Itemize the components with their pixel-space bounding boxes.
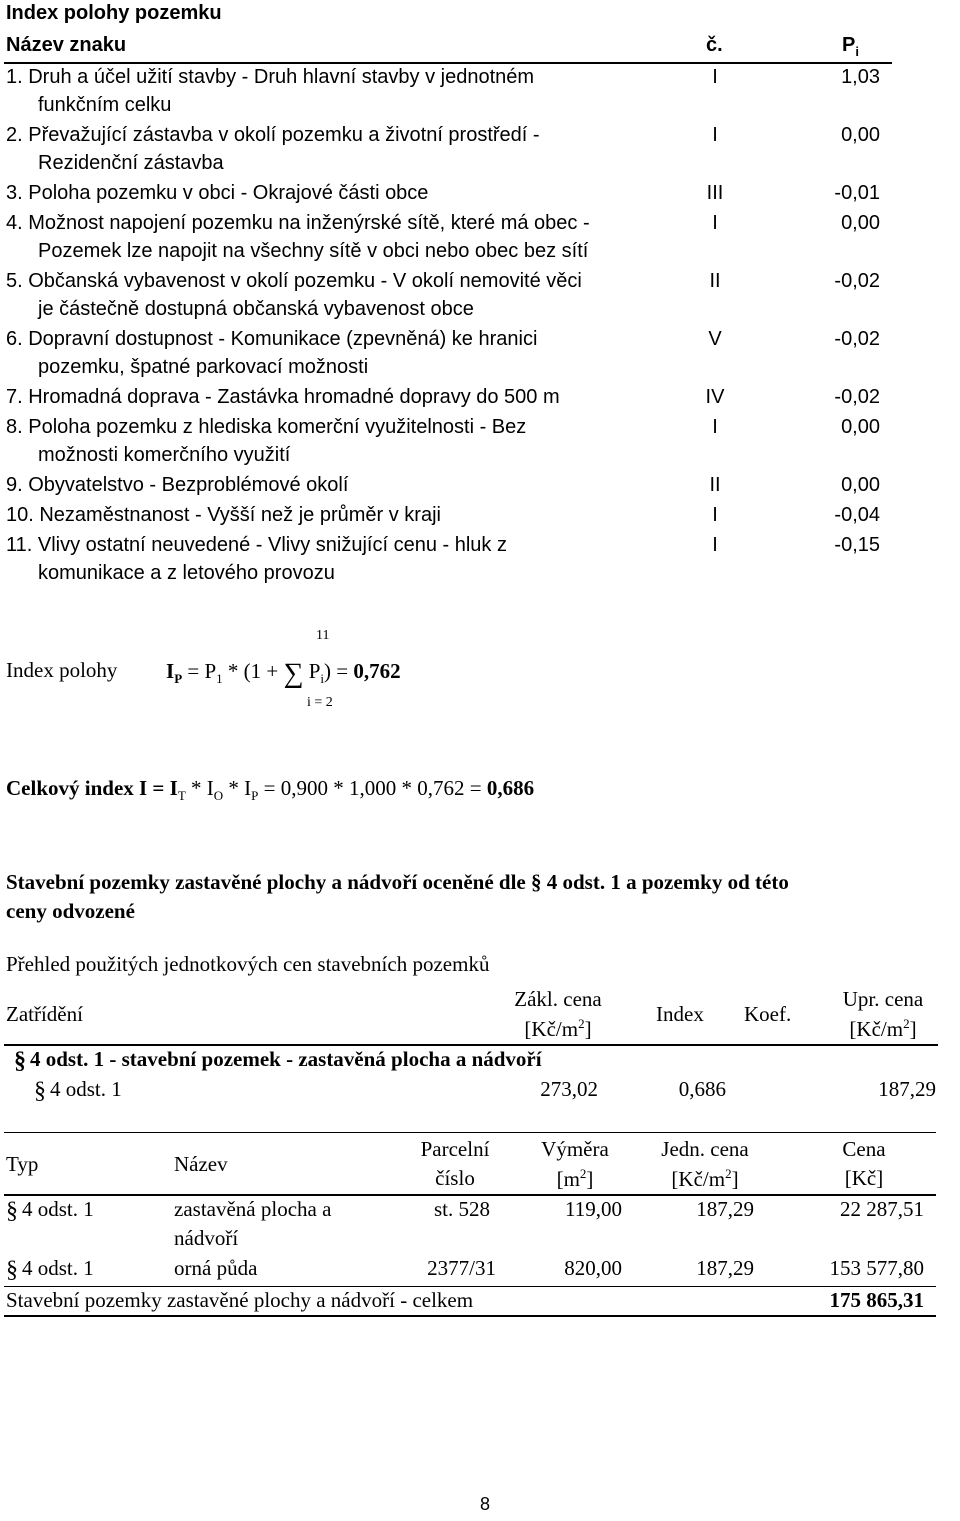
header-rule <box>4 62 892 64</box>
parcel-row-2-parc: 2377/31 <box>427 1256 496 1280</box>
criterion-4-text: 4. Možnost napojení pozemku na inženýrské sítě, které má obec - <box>6 212 590 234</box>
formula-upper-limit: 11 <box>316 628 330 643</box>
parcels-header-rule <box>4 1194 936 1196</box>
criterion-9-value: 0,00 <box>841 474 880 496</box>
criterion-10-value: -0,04 <box>834 504 880 526</box>
criterion-8-text-cont: možnosti komerčního využití <box>38 444 291 466</box>
parcel-row-1-cena: 22 287,51 <box>840 1197 924 1221</box>
criterion-2-class: I <box>712 124 718 146</box>
criterion-2-text-cont: Rezidenční zástavba <box>38 152 224 174</box>
parcels-total-value: 175 865,31 <box>829 1288 924 1312</box>
overview-col-zatrideni: Zatřídění <box>6 1002 83 1026</box>
header-name: Název znaku <box>6 34 127 56</box>
parcel-row-2-cena: 153 577,80 <box>829 1256 924 1280</box>
formula-expression: $I_P = P_1 * (1$ + ∑ $P_i) = 0,762$ <box>166 658 401 689</box>
overview-col-upr: Upr. cena <box>842 987 924 1011</box>
criterion-5-value: -0,02 <box>834 270 880 292</box>
criterion-8-value: 0,00 <box>841 416 880 438</box>
criterion-5-text: 5. Občanská vybavenost v okolí pozemku - V okolí nemovité věci <box>6 270 582 292</box>
parcel-row-2-typ: § 4 odst. 1 <box>6 1256 94 1283</box>
parcels-top-rule <box>4 1132 936 1133</box>
criterion-6-value: -0,02 <box>834 328 880 350</box>
criterion-5-class: II <box>709 270 721 292</box>
parcel-row-2-jedn: 187,29 <box>696 1256 754 1280</box>
criterion-6-text: 6. Dopravní dostupnost - Komunikace (zpevněná) ke hranici <box>6 328 538 350</box>
overview-header-rule <box>4 1044 938 1046</box>
criterion-4-class: I <box>712 212 718 234</box>
section-sign-icon: § <box>6 1257 18 1283</box>
overview-row-upr: 187,29 <box>878 1077 936 1101</box>
page-title: Index polohy pozemku <box>6 2 222 24</box>
parcel-row-1-nazev-cont: nádvoří <box>174 1226 239 1250</box>
parcels-col-jedn: Jedn. cena <box>661 1137 749 1161</box>
criterion-7-value: -0,02 <box>834 386 880 408</box>
parcels-total-rule <box>4 1286 936 1287</box>
header-number: č. <box>706 34 723 56</box>
criterion-11-text-cont: komunikace a z letového provozu <box>38 562 335 584</box>
parcel-row-2-vymera: 820,00 <box>564 1256 622 1280</box>
criterion-3-text: 3. Poloha pozemku v obci - Okrajové části obce <box>6 182 429 204</box>
criterion-8-text: 8. Poloha pozemku z hlediska komerční využitelnosti - Bez <box>6 416 527 438</box>
criterion-3-value: -0,01 <box>834 182 880 204</box>
criterion-11-value: -0,15 <box>834 534 880 556</box>
overview-group-row: § 4 odst. 1 - stavební pozemek - zastavěná plocha a nádvoří <box>14 1047 542 1074</box>
criterion-1-text-cont: funkčním celku <box>38 94 172 116</box>
criterion-4-text-cont: Pozemek lze napojit na všechny sítě v obci nebo obec bez sítí <box>38 240 589 262</box>
criterion-8-class: I <box>712 416 718 438</box>
criterion-6-text-cont: pozemku, špatné parkovací možnosti <box>38 356 369 378</box>
parcels-col-cena: Cena <box>842 1137 886 1161</box>
parcels-col-parc-2: číslo <box>435 1166 475 1190</box>
criterion-2-value: 0,00 <box>841 124 880 146</box>
criterion-6-class: V <box>708 328 722 350</box>
criterion-9-text: 9. Obyvatelstvo - Bezproblémové okolí <box>6 474 349 496</box>
parcels-col-typ: Typ <box>6 1152 39 1176</box>
formula-lower-limit: i = 2 <box>307 695 333 710</box>
overview-row-index: 0,686 <box>678 1077 726 1101</box>
parcels-col-vymera: Výměra <box>541 1137 609 1161</box>
section-sign-icon: § <box>14 1048 26 1074</box>
criterion-9-class: II <box>709 474 721 496</box>
criterion-3-class: III <box>706 182 724 204</box>
parcel-row-1-typ: § 4 odst. 1 <box>6 1197 94 1224</box>
section-sign-icon: § <box>34 1078 46 1104</box>
parcels-col-jedn-unit: $[Kč/m^2]$ <box>671 1166 739 1191</box>
parcel-row-1-vymera: 119,00 <box>565 1197 622 1221</box>
section-title-line2: ceny odvozené <box>6 899 135 923</box>
parcel-row-1-jedn: 187,29 <box>696 1197 754 1221</box>
header-p: $P_i$ <box>842 34 859 59</box>
criterion-1-text: 1. Druh a účel užití stavby - Druh hlavní stavby v jednotném <box>6 66 535 88</box>
page-number: 8 <box>479 1494 490 1514</box>
parcel-row-2-nazev: orná půda <box>174 1256 258 1280</box>
criterion-10-class: I <box>712 504 718 526</box>
criterion-1-class: I <box>712 66 718 88</box>
overview-col-koef: Koef. <box>744 1002 792 1026</box>
overview-title: Přehled použitých jednotkových cen stavebních pozemků <box>6 952 490 976</box>
formula-label: Index polohy <box>6 658 118 682</box>
total-index: Celkový index $I = I_T * I_O * I_P = 0,900 * 1,000 * 0,762 = 0,686$ <box>6 776 535 804</box>
overview-col-upr-unit: $[Kč/m^2]$ <box>849 1016 917 1041</box>
parcels-col-nazev: Název <box>174 1152 228 1176</box>
criterion-10-text: 10. Nezaměstnanost - Vyšší než je průměr v kraji <box>6 504 441 526</box>
parcels-col-parc: Parcelní <box>420 1137 490 1161</box>
overview-row-name: § 4 odst. 1 <box>34 1077 122 1104</box>
overview-col-zakl-unit: $[Kč/m^2]$ <box>524 1016 592 1041</box>
criterion-7-text: 7. Hromadná doprava - Zastávka hromadné dopravy do 500 m <box>6 386 560 408</box>
criterion-5-text-cont: je částečně dostupná občanská vybavenost obce <box>38 298 474 320</box>
criterion-11-text: 11. Vlivy ostatní neuvedené - Vlivy snižující cenu - hluk z <box>6 534 507 556</box>
parcel-row-1-nazev: zastavěná plocha a <box>174 1197 332 1221</box>
criterion-7-class: IV <box>705 386 725 408</box>
overview-col-index: Index <box>656 1002 704 1026</box>
section-title-line1: Stavební pozemky zastavěné plochy a nádvoří oceněné dle § 4 odst. 1 a pozemky od této <box>6 870 789 894</box>
criterion-2-text: 2. Převažující zástavba v okolí pozemku a životní prostředí - <box>6 124 540 146</box>
overview-row-zakl: 273,02 <box>540 1077 598 1101</box>
parcels-col-cena-unit: [Kč] <box>844 1166 884 1190</box>
parcels-total-label: Stavební pozemky zastavěné plochy a nádvoří - celkem <box>6 1288 474 1312</box>
parcel-row-1-parc: st. 528 <box>433 1197 490 1221</box>
overview-col-zakl: Zákl. cena <box>514 987 602 1011</box>
criterion-4-value: 0,00 <box>841 212 880 234</box>
criterion-11-class: I <box>712 534 718 556</box>
parcels-bottom-rule <box>4 1315 936 1317</box>
criterion-1-value: 1,03 <box>841 66 880 88</box>
section-sign-icon: § <box>6 1198 18 1224</box>
parcels-col-vymera-unit: $[m^2]$ <box>556 1166 594 1191</box>
